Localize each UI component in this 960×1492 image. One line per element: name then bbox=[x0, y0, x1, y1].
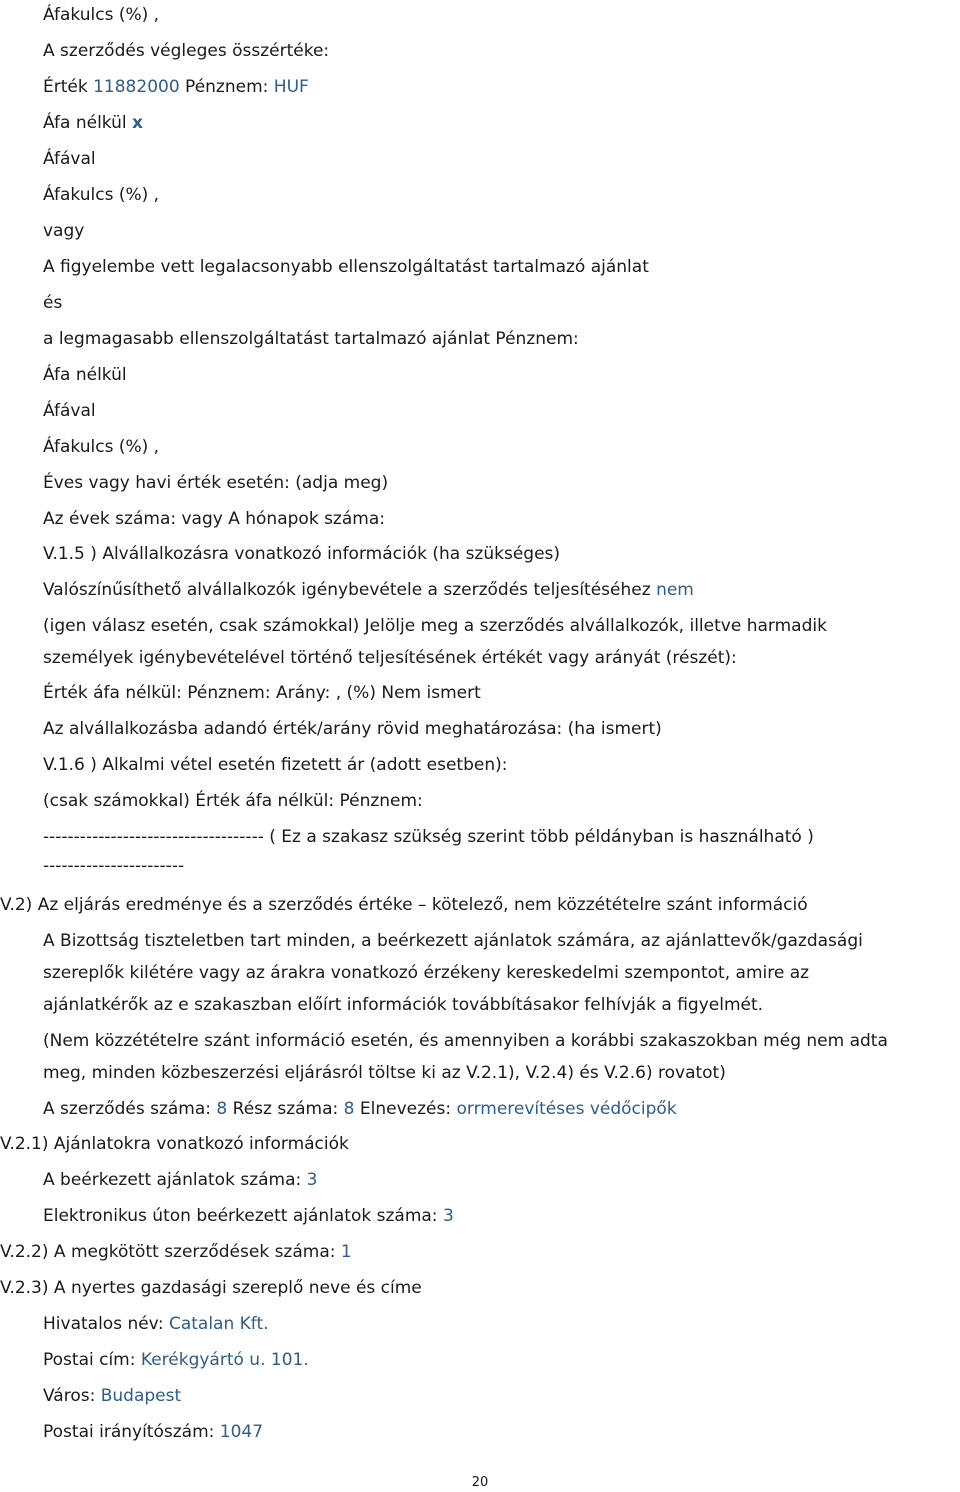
section-heading: V.1.5 ) Alvállalkozásra vonatkozó információk (ha szükséges) bbox=[43, 544, 561, 564]
winner-city: Budapest bbox=[100, 1386, 182, 1406]
page-number: 20 bbox=[471, 1475, 489, 1490]
winner-address-label: Postai cím: bbox=[43, 1350, 136, 1370]
text-line: Áfakulcs (%) , bbox=[43, 185, 160, 205]
text-line: (csak számokkal) Érték áfa nélkül: Pénznem: bbox=[43, 791, 423, 811]
offers-electronic-line bbox=[43, 1205, 454, 1227]
section-heading: V.2) Az eljárás eredménye és a szerződés értéke – kötelező, nem közzétételre szánt információ bbox=[0, 895, 808, 915]
text-line: Áfával bbox=[43, 149, 96, 169]
subcontractor-line bbox=[43, 579, 694, 601]
part-number-label: Rész száma: bbox=[232, 1099, 339, 1119]
contract-line bbox=[43, 1098, 677, 1120]
paragraph-line: A Bizottság tiszteletben tart minden, a beérkezett ajánlatok számára, az ajánlattevők/gazdasági bbox=[43, 931, 863, 951]
section-heading: V.1.6 ) Alkalmi vétel esetén fizetett ár (adott esetben): bbox=[43, 755, 508, 775]
text-line: Érték áfa nélkül: Pénznem: Arány: , (%) Nem ismert bbox=[43, 683, 481, 703]
vat-option-label: Áfa nélkül bbox=[43, 113, 127, 133]
winner-city-label: Város: bbox=[43, 1386, 96, 1406]
text-line: és bbox=[43, 293, 63, 313]
currency-label: Pénznem: bbox=[185, 77, 269, 97]
text-line: Áfakulcs (%) , bbox=[43, 5, 160, 25]
contracts-count-label: V.2.2) A megkötött szerződések száma: bbox=[0, 1242, 336, 1262]
designation-label: Elnevezés: bbox=[359, 1099, 452, 1119]
contract-number-label: A szerződés száma: bbox=[43, 1099, 211, 1119]
selected-mark-icon: x bbox=[132, 113, 143, 133]
value-label: Érték bbox=[43, 77, 88, 97]
value: 11882000 bbox=[93, 77, 180, 97]
separator-line: ------------------------------------ ( Ez a szakasz szükség szerint több példányban is használható ) bbox=[43, 827, 814, 847]
text-line: vagy bbox=[43, 221, 85, 241]
winner-zip-line bbox=[43, 1421, 263, 1443]
offers-received-label: A beérkezett ajánlatok száma: bbox=[43, 1170, 302, 1190]
paragraph-line: szereplők kilétére vagy az árakra vonatkozó érzékeny kereskedelmi szempontot, amire az bbox=[43, 963, 810, 983]
contracts-count-value: 1 bbox=[340, 1242, 352, 1262]
winner-name: Catalan Kft. bbox=[168, 1314, 269, 1334]
paragraph-line: (Nem közzétételre szánt információ esetén, és amennyiben a korábbi szakaszokban még nem adta bbox=[43, 1031, 888, 1051]
paragraph-line: ajánlatkérők az e szakaszban előírt információk továbbításakor felhívják a figyelmét. bbox=[43, 995, 764, 1015]
text-line: Éves vagy havi érték esetén: (adja meg) bbox=[43, 473, 389, 493]
subcontractor-label: Valószínűsíthető alvállalkozók igénybevétele a szerződés teljesítéséhez bbox=[43, 580, 651, 600]
section-heading: V.2.3) A nyertes gazdasági szereplő neve és címe bbox=[0, 1278, 422, 1298]
text-line: a legmagasabb ellenszolgáltatást tartalmazó ajánlat Pénznem: bbox=[43, 329, 579, 349]
designation: orrmerevítéses védőcipők bbox=[456, 1099, 677, 1119]
offers-electronic-label: Elektronikus úton beérkezett ajánlatok száma: bbox=[43, 1206, 438, 1226]
winner-zip-label: Postai irányítószám: bbox=[43, 1422, 215, 1442]
text-line: A szerződés végleges összértéke: bbox=[43, 41, 330, 61]
text-line: (igen válasz esetén, csak számokkal) Jelölje meg a szerződés alvállalkozók, illetve harmadik bbox=[43, 616, 827, 636]
part-number: 8 bbox=[343, 1099, 355, 1119]
offers-received-value: 3 bbox=[306, 1170, 318, 1190]
winner-name-line bbox=[43, 1313, 269, 1335]
offers-received-line bbox=[43, 1169, 317, 1191]
winner-name-label: Hivatalos név: bbox=[43, 1314, 164, 1334]
winner-zip: 1047 bbox=[219, 1422, 264, 1442]
text-line: Áfakulcs (%) , bbox=[43, 437, 160, 457]
subcontractor-value: nem bbox=[656, 580, 694, 600]
text-line: A figyelembe vett legalacsonyabb ellenszolgáltatást tartalmazó ajánlat bbox=[43, 257, 649, 277]
text-line: Áfa nélkül bbox=[43, 365, 127, 385]
section-heading: V.2.1) Ajánlatokra vonatkozó információk bbox=[0, 1134, 349, 1154]
winner-address: Kerékgyártó u. 101. bbox=[140, 1350, 309, 1370]
text-line: Áfával bbox=[43, 401, 96, 421]
paragraph-line: meg, minden közbeszerzési eljárásról töltse ki az V.2.1), V.2.4) és V.2.6) rovatot) bbox=[43, 1063, 726, 1083]
value-line bbox=[43, 76, 309, 98]
text-line: Az alvállalkozásba adandó érték/arány rövid meghatározása: (ha ismert) bbox=[43, 719, 662, 739]
winner-city-line bbox=[43, 1385, 181, 1407]
text-line: személyek igénybevételével történő teljesítésének értékét vagy arányát (részét): bbox=[43, 648, 737, 668]
contracts-count-line bbox=[0, 1241, 352, 1263]
separator-line: ----------------------- bbox=[43, 856, 185, 876]
text-line: Az évek száma: vagy A hónapok száma: bbox=[43, 509, 385, 529]
winner-address-line bbox=[43, 1349, 309, 1371]
currency: HUF bbox=[273, 77, 309, 97]
offers-electronic-value: 3 bbox=[442, 1206, 454, 1226]
contract-number: 8 bbox=[216, 1099, 228, 1119]
vat-option-line bbox=[43, 112, 143, 134]
